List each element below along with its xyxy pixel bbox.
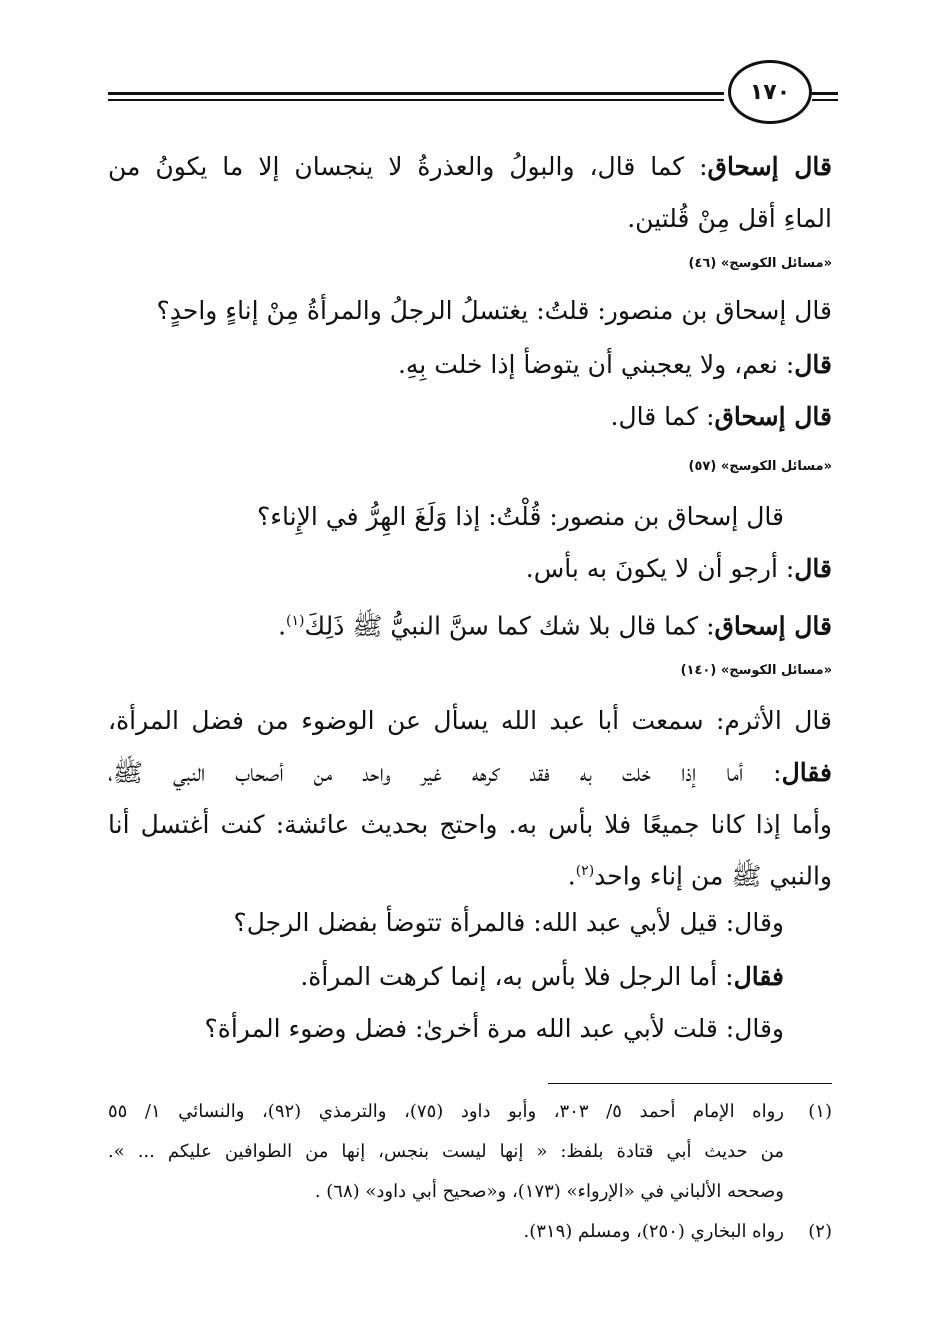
body-text: : نعم، ولا يعجبني أن يتوضأ إذا خلت بِهِ.	[397, 350, 795, 379]
footnote-line: وصححه الألباني في «الإرواء» (١٧٣)، و«صحيح أبي داود» (٦٨) .	[314, 1181, 784, 1202]
p4-line2	[108, 758, 832, 788]
p2-line1	[157, 296, 833, 326]
body-text: .	[278, 611, 287, 641]
body-text: الماءِ أقل مِنْ قُلتين.	[627, 204, 832, 233]
p3-line3	[278, 606, 832, 641]
source-citation: «مسائل الكوسج» (٥٧)	[688, 459, 832, 474]
body-text: قال الأثرم: سمعت أبا عبد الله يسأل عن الوضوء من فضل المرأة،	[108, 706, 832, 735]
footnote-line: من حديث أبي قتادة بلفظ: « إنها ليست بنجس، إنها من الطوافين عليكم ... ».	[108, 1141, 784, 1162]
speaker-label: قال إسحاق	[714, 402, 832, 431]
footnote-number: (١)	[808, 1101, 832, 1122]
body-text: : كما قال.	[610, 402, 715, 431]
header-rule-right-top	[812, 92, 838, 95]
body-text: وأما إذا كانا جميعًا فلا بأس به. واحتج بحديث عائشة: كنت أغتسل أنا	[108, 810, 832, 839]
body-text: : أما إذا خلت به فقد كرهه غير واحد من أصحاب النبي ﷺ،	[108, 758, 782, 787]
footnote-ref[interactable]: (٢)	[575, 863, 595, 879]
page-number	[728, 60, 812, 124]
header-rule-right-bottom	[812, 99, 838, 101]
page-header	[0, 0, 932, 150]
p1-line1	[108, 152, 832, 182]
p4-line7	[204, 1014, 784, 1044]
body-text: : أما الرجل فلا بأس به، إنما كرهت المرأة.	[300, 962, 734, 991]
speaker-label: قال إسحاق	[714, 611, 832, 641]
p1-line2	[627, 204, 832, 234]
body-text: : كما قال بلا شك كما سنَّ النبيُّ ﷺ ذَلِكَ	[304, 611, 715, 641]
body-text: : كما قال، والبولُ والعذرةُ لا ينجسان إلا ما يكونُ من	[108, 152, 708, 181]
header-rule-bottom	[108, 99, 724, 101]
speaker-label: فقال	[733, 962, 784, 991]
body-text: والنبي ﷺ من إناء واحد	[594, 861, 832, 891]
body-text: : أرجو أن لا يكونَ به بأس.	[525, 554, 795, 583]
p4-line5	[233, 908, 784, 938]
speaker-label: فقال	[781, 758, 832, 787]
header-rule-top	[108, 92, 724, 95]
footnote-line: رواه البخاري (٢٥٠)، ومسلم (٣١٩).	[523, 1221, 784, 1242]
p2-line3	[611, 402, 832, 432]
footnote-separator	[548, 1083, 832, 1084]
body-text: .	[567, 861, 576, 891]
page-number-text: ١٧٠	[749, 79, 791, 105]
footnote-number: (٢)	[808, 1221, 832, 1242]
speaker-label: قال	[794, 554, 832, 583]
p2-line2	[398, 350, 832, 380]
body-text: وقال: قلت لأبي عبد الله مرة أخرىٰ: فضل وضوء المرأة؟	[204, 1014, 784, 1043]
speaker-label: قال	[794, 350, 832, 379]
source-citation: «مسائل الكوسج» (١٤٠)	[680, 663, 832, 678]
p4-line1	[108, 706, 832, 736]
source-citation: «مسائل الكوسج» (٤٦)	[688, 256, 832, 271]
footnote-line: رواه الإمام أحمد ٥/ ٣٠٣، وأبو داود (٧٥)، والترمذي (٩٢)، والنسائي ١/ ٥٥	[108, 1101, 784, 1122]
p4-line3	[108, 810, 832, 840]
p4-line6	[300, 962, 784, 992]
footnote-ref[interactable]: (١)	[286, 613, 305, 629]
body-text: قال إسحاق بن منصور: قُلْتُ: إذا وَلَغَ الهِرُّ في الإِناء؟	[256, 502, 784, 531]
p3-line1	[257, 502, 784, 532]
speaker-label: قال إسحاق	[707, 152, 833, 181]
p3-line2	[526, 554, 832, 584]
p4-line4	[568, 856, 832, 891]
body-text: قال إسحاق بن منصور: قلتُ: يغتسلُ الرجلُ والمرأةُ مِنْ إناءٍ واحدٍ؟	[156, 296, 832, 325]
body-text: وقال: قيل لأبي عبد الله: فالمرأة تتوضأ بفضل الرجل؟	[233, 908, 784, 937]
